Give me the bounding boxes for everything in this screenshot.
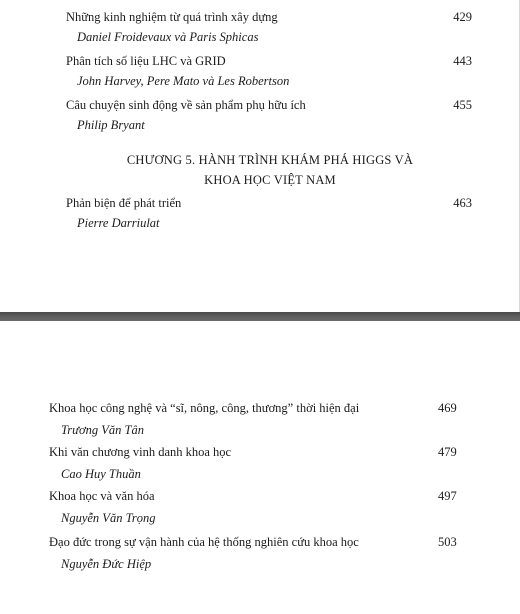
toc-entry-title: Câu chuyện sinh động về sản phẩm phụ hữu ích <box>66 98 306 112</box>
toc-page-number: 497 <box>438 489 457 503</box>
toc-entry-author: Philip Bryant <box>77 118 145 132</box>
toc-entry-author: John Harvey, Pere Mato và Les Robertson <box>77 74 290 88</box>
toc-entry <box>49 400 359 438</box>
page-separator <box>0 312 520 321</box>
toc-page-number: 455 <box>453 98 472 112</box>
toc-page-number: 463 <box>453 196 472 210</box>
toc-entry <box>66 97 306 133</box>
toc-entry <box>49 534 359 572</box>
chapter-heading-line: CHƯƠNG 5. HÀNH TRÌNH KHÁM PHÁ HIGGS VÀ <box>126 153 414 167</box>
toc-entry-author: Trương Văn Tân <box>61 423 144 437</box>
toc-entry-title: Phản biện để phát triển <box>66 196 182 210</box>
toc-entry-title: Khi văn chương vinh danh khoa học <box>49 445 232 459</box>
toc-entry-title: Phân tích số liệu LHC và GRID <box>66 54 226 68</box>
toc-entry-title: Khoa học công nghệ và “sĩ, nông, công, thương” thời hiện đại <box>49 401 360 415</box>
toc-page-bottom <box>0 321 520 614</box>
toc-entry-author: Daniel Froidevaux và Paris Sphicas <box>77 30 259 44</box>
toc-entry-author: Cao Huy Thuần <box>61 467 141 481</box>
toc-page-number: 469 <box>438 401 457 415</box>
toc-entry-title: Khoa học và văn hóa <box>49 489 155 503</box>
toc-entry <box>66 9 278 45</box>
chapter-heading-line: KHOA HỌC VIỆT NAM <box>204 173 336 187</box>
toc-entry-author: Nguyễn Văn Trọng <box>61 511 156 525</box>
toc-page-number: 429 <box>453 10 472 24</box>
toc-entry-author: Pierre Darriulat <box>77 216 160 230</box>
toc-entry <box>66 53 289 89</box>
toc-page-number: 503 <box>438 535 457 549</box>
toc-entry <box>49 488 155 526</box>
chapter-heading <box>0 150 520 190</box>
toc-entry <box>49 444 231 482</box>
toc-page-number: 443 <box>453 54 472 68</box>
toc-entry-title: Những kinh nghiệm từ quá trình xây dựng <box>66 10 278 24</box>
toc-page-number: 479 <box>438 445 457 459</box>
toc-entry <box>66 195 181 231</box>
toc-entry-author: Nguyễn Đức Hiệp <box>61 557 152 571</box>
toc-entry-title: Đạo đức trong sự vận hành của hệ thống nghiên cứu khoa học <box>49 535 359 549</box>
